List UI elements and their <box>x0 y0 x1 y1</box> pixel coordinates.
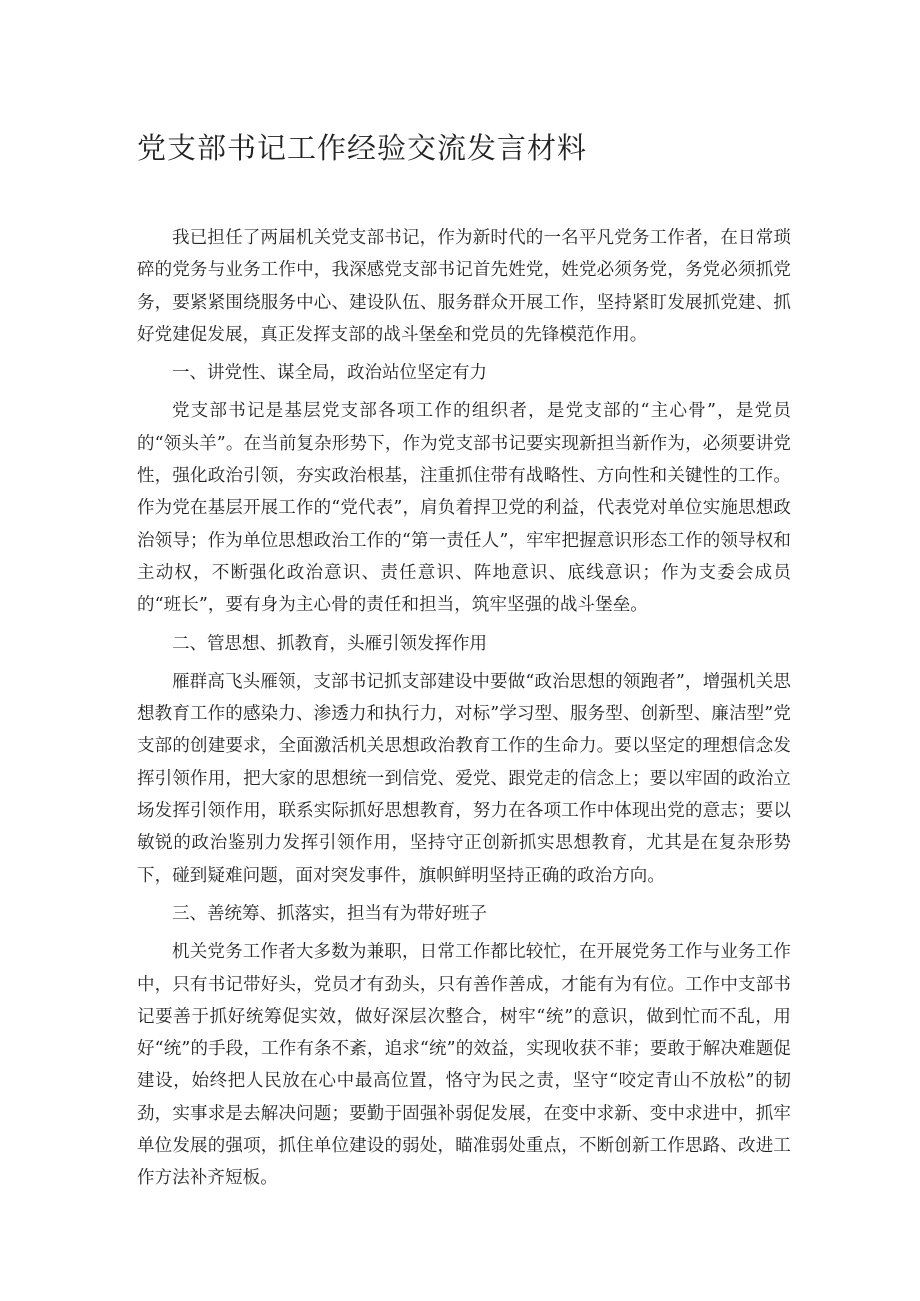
section-heading-3: 三、善统筹、抓落实，担当有为带好班子 <box>172 903 487 924</box>
section-body-2: 雁群高飞头雁领，支部书记抓支部建设中要做“政治思想的领跑者”，增强机关思想教育工作的感染力、渗透力和执行力，对标”学习型、服务型、创新型、廉洁型”党支部的创建要求，全面激活机关思想政治教育工作的生命力。要以坚定的理想信念发挥引领作用，把大家的思想统一到信党、爱党、跟党走的信念上；要以牢固的政治立场发挥引领作用，联系实际抓好思想教育，努力在各项工作中体现出党的意志；要以敏锐的政治鉴别力发挥引领作用，坚持守正创新抓实思想教育，尤其是在复杂形势下，碰到疑难问题，面对突发事件，旗帜鲜明坚持正确的政治方向。 <box>137 671 791 886</box>
section-body-1: 党支部书记是基层党支部各项工作的组织者，是党支部的“主心骨”，是党员的“领头羊”。在当前复杂形势下，作为党支部书记要实现新担当新作为，必须要讲党性，强化政治引领，夯实政治根基，注重抓住带有战略性、方向性和关键性的工作。作为党在基层开展工作的“党代表”，肩负着捍卫党的利益，代表党对单位实施思想政治领导；作为单位思想政治工作的“第一责任人”，牢牢把握意识形态工作的领导权和主动权，不断强化政治意识、责任意识、阵地意识、底线意识；作为支委会成员的“班长”，要有身为主心骨的责任和担当，筑牢坚强的战斗堡垒。 <box>137 401 791 616</box>
section-heading-2: 二、管思想、抓教育，头雁引领发挥作用 <box>172 633 487 654</box>
section-heading-1: 一、讲党性、谋全局，政治站位坚定有力 <box>172 363 487 384</box>
intro-paragraph: 我已担任了两届机关党支部书记，作为新时代的一名平凡党务工作者，在日常琐碎的党务与业务工作中，我深感党支部书记首先姓党，姓党必须务党，务党必须抓党务，要紧紧围绕服务中心、建设队伍、服务群众开展工作，坚持紧盯发展抓党建、抓好党建促发展，真正发挥支部的战斗堡垒和党员的先锋模范作用。 <box>137 228 791 345</box>
document-title: 党支部书记工作经验交流发言材料 <box>137 131 588 165</box>
section-body-3: 机关党务工作者大多数为兼职，日常工作都比较忙，在开展党务工作与业务工作中，只有书记带好头，党员才有劲头，只有善作善成，才能有为有位。工作中支部书记要善于抓好统筹促实效，做好深层次整合，树牢“统”的意识，做到忙而不乱，用好“统”的手段，工作有条不紊，追求“统”的效益，实现收获不菲；要敢于解决难题促建设，始终把人民放在心中最高位置，恪守为民之责，坚守“咬定青山不放松”的韧劲，实事求是去解决问题；要勤于固强补弱促发展，在变中求新、变中求进中，抓牢单位发展的强项，抓住单位建设的弱处，瞄准弱处重点，不断创新工作思路、改进工作方法补齐短板。 <box>137 942 791 1189</box>
document-body <box>137 222 791 1195</box>
